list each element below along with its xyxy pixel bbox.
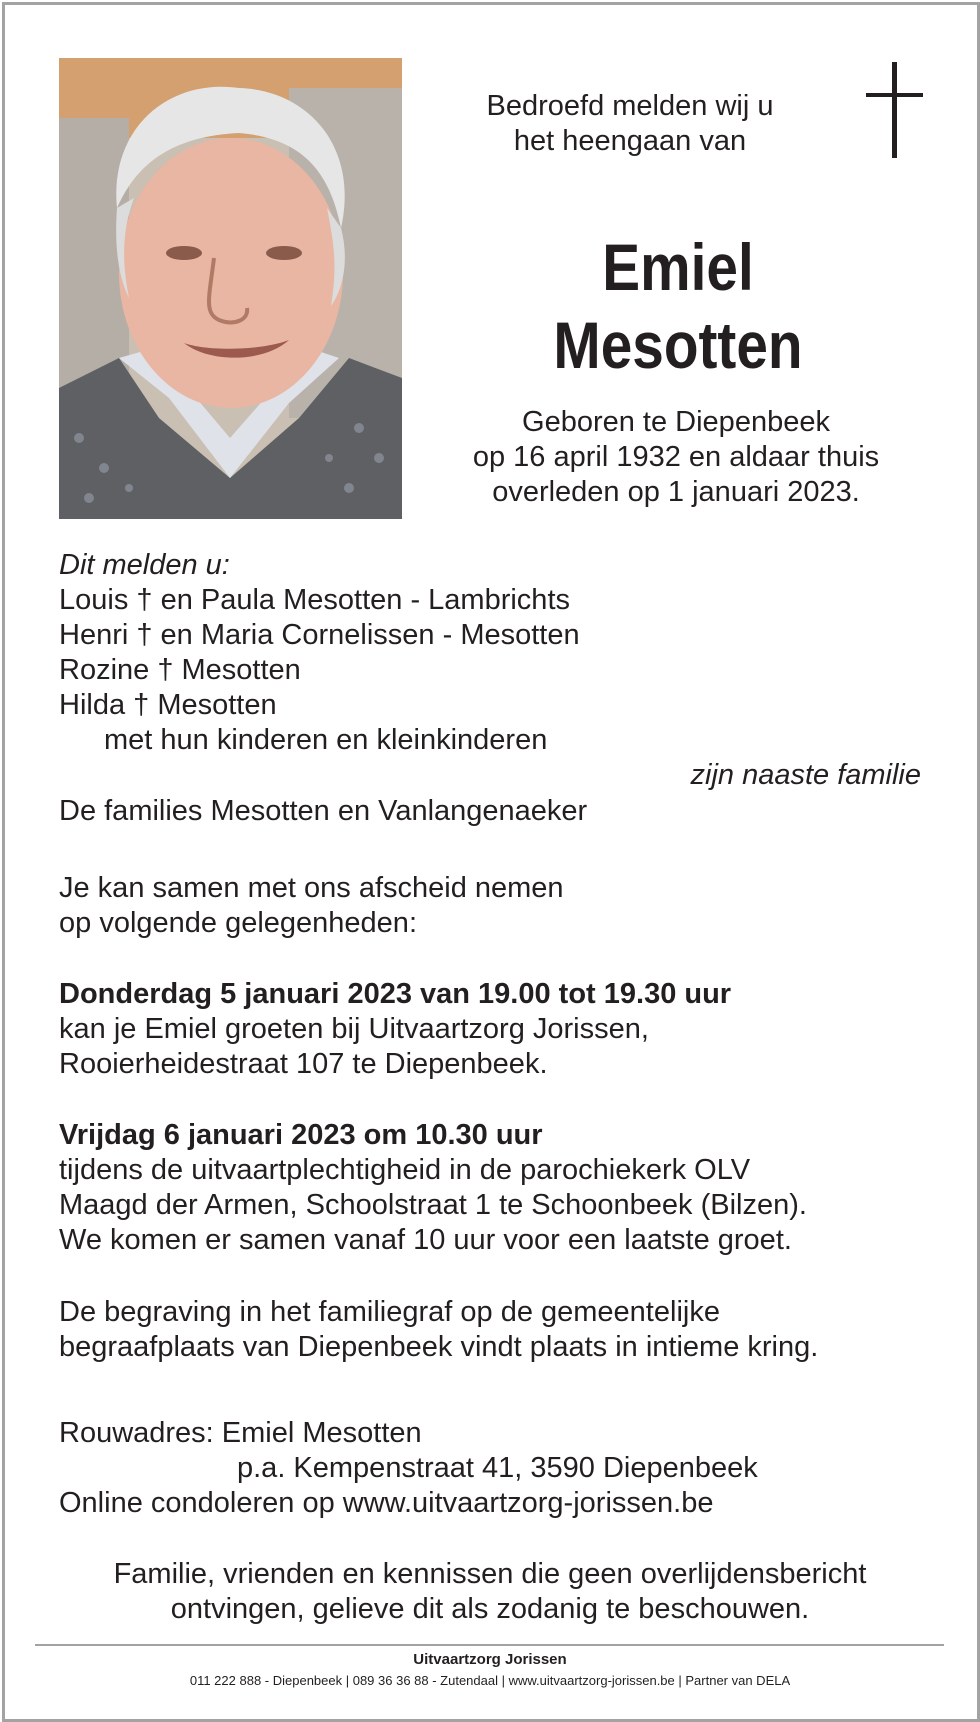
family-children-line: met hun kinderen en kleinkinderen — [104, 724, 548, 756]
family-member: Henri † en Maria Cornelissen - Mesotten — [59, 619, 580, 651]
footer-divider — [35, 1644, 944, 1646]
portrait-photo — [59, 58, 402, 519]
birth-line-2: op 16 april 1932 en aldaar thuis — [472, 441, 880, 473]
online-condolences-link[interactable]: Online condoleren op www.uitvaartzorg-jorissen.be — [59, 1487, 714, 1519]
farewell-intro-line-2: op volgende gelegenheden: — [59, 907, 417, 939]
extended-families: De families Mesotten en Vanlangenaeker — [59, 795, 588, 827]
intro-line-2: het heengaan van — [513, 125, 747, 157]
event-line: Rooierheidestraat 107 te Diepenbeek. — [59, 1048, 548, 1080]
event-line: We komen er samen vanaf 10 uur voor een laatste groet. — [59, 1224, 792, 1256]
event-line: kan je Emiel groeten bij Uitvaartzorg Jorissen, — [59, 1013, 649, 1045]
birth-line-3: overleden op 1 januari 2023. — [492, 476, 860, 508]
footer-contact-info: 011 222 888 - Diepenbeek | 089 36 36 88 - Zutendaal | www.uitvaartzorg-jorissen.be | Partner van DELA — [189, 1673, 791, 1688]
intro-line-1: Bedroefd melden wij u — [486, 90, 774, 122]
event-heading: Donderdag 5 januari 2023 van 19.00 tot 19.30 uur — [59, 978, 732, 1010]
mourning-address-line-1: Rouwadres: Emiel Mesotten — [59, 1417, 422, 1449]
family-heading: Dit melden u: — [59, 549, 230, 581]
family-member: Rozine † Mesotten — [59, 654, 301, 686]
event-line: Maagd der Armen, Schoolstraat 1 te Schoonbeek (Bilzen). — [59, 1189, 807, 1221]
family-member: Louis † en Paula Mesotten - Lambrichts — [59, 584, 570, 616]
burial-line-2: begraafplaats van Diepenbeek vindt plaats in intieme kring. — [59, 1331, 819, 1363]
deceased-first-name: Emiel — [602, 230, 754, 304]
notice-line-2: ontvingen, gelieve dit als zodanig te beschouwen. — [170, 1593, 810, 1625]
family-member: Hilda † Mesotten — [59, 689, 277, 721]
footer-company: Uitvaartzorg Jorissen — [413, 1651, 567, 1668]
cross-icon — [863, 62, 923, 158]
farewell-intro-line-1: Je kan samen met ons afscheid nemen — [59, 872, 564, 904]
event-heading: Vrijdag 6 januari 2023 om 10.30 uur — [59, 1119, 543, 1151]
closest-family-label: zijn naaste familie — [690, 759, 921, 791]
burial-line-1: De begraving in het familiegraf op de gemeentelijke — [59, 1296, 720, 1328]
event-line: tijdens de uitvaartplechtigheid in de parochiekerk OLV — [59, 1154, 751, 1186]
deceased-last-name: Mesotten — [553, 308, 803, 382]
birth-line-1: Geboren te Diepenbeek — [522, 406, 830, 438]
notice-line-1: Familie, vrienden en kennissen die geen overlijdensbericht — [113, 1558, 867, 1590]
mourning-address-line-2: p.a. Kempenstraat 41, 3590 Diepenbeek — [237, 1452, 758, 1484]
